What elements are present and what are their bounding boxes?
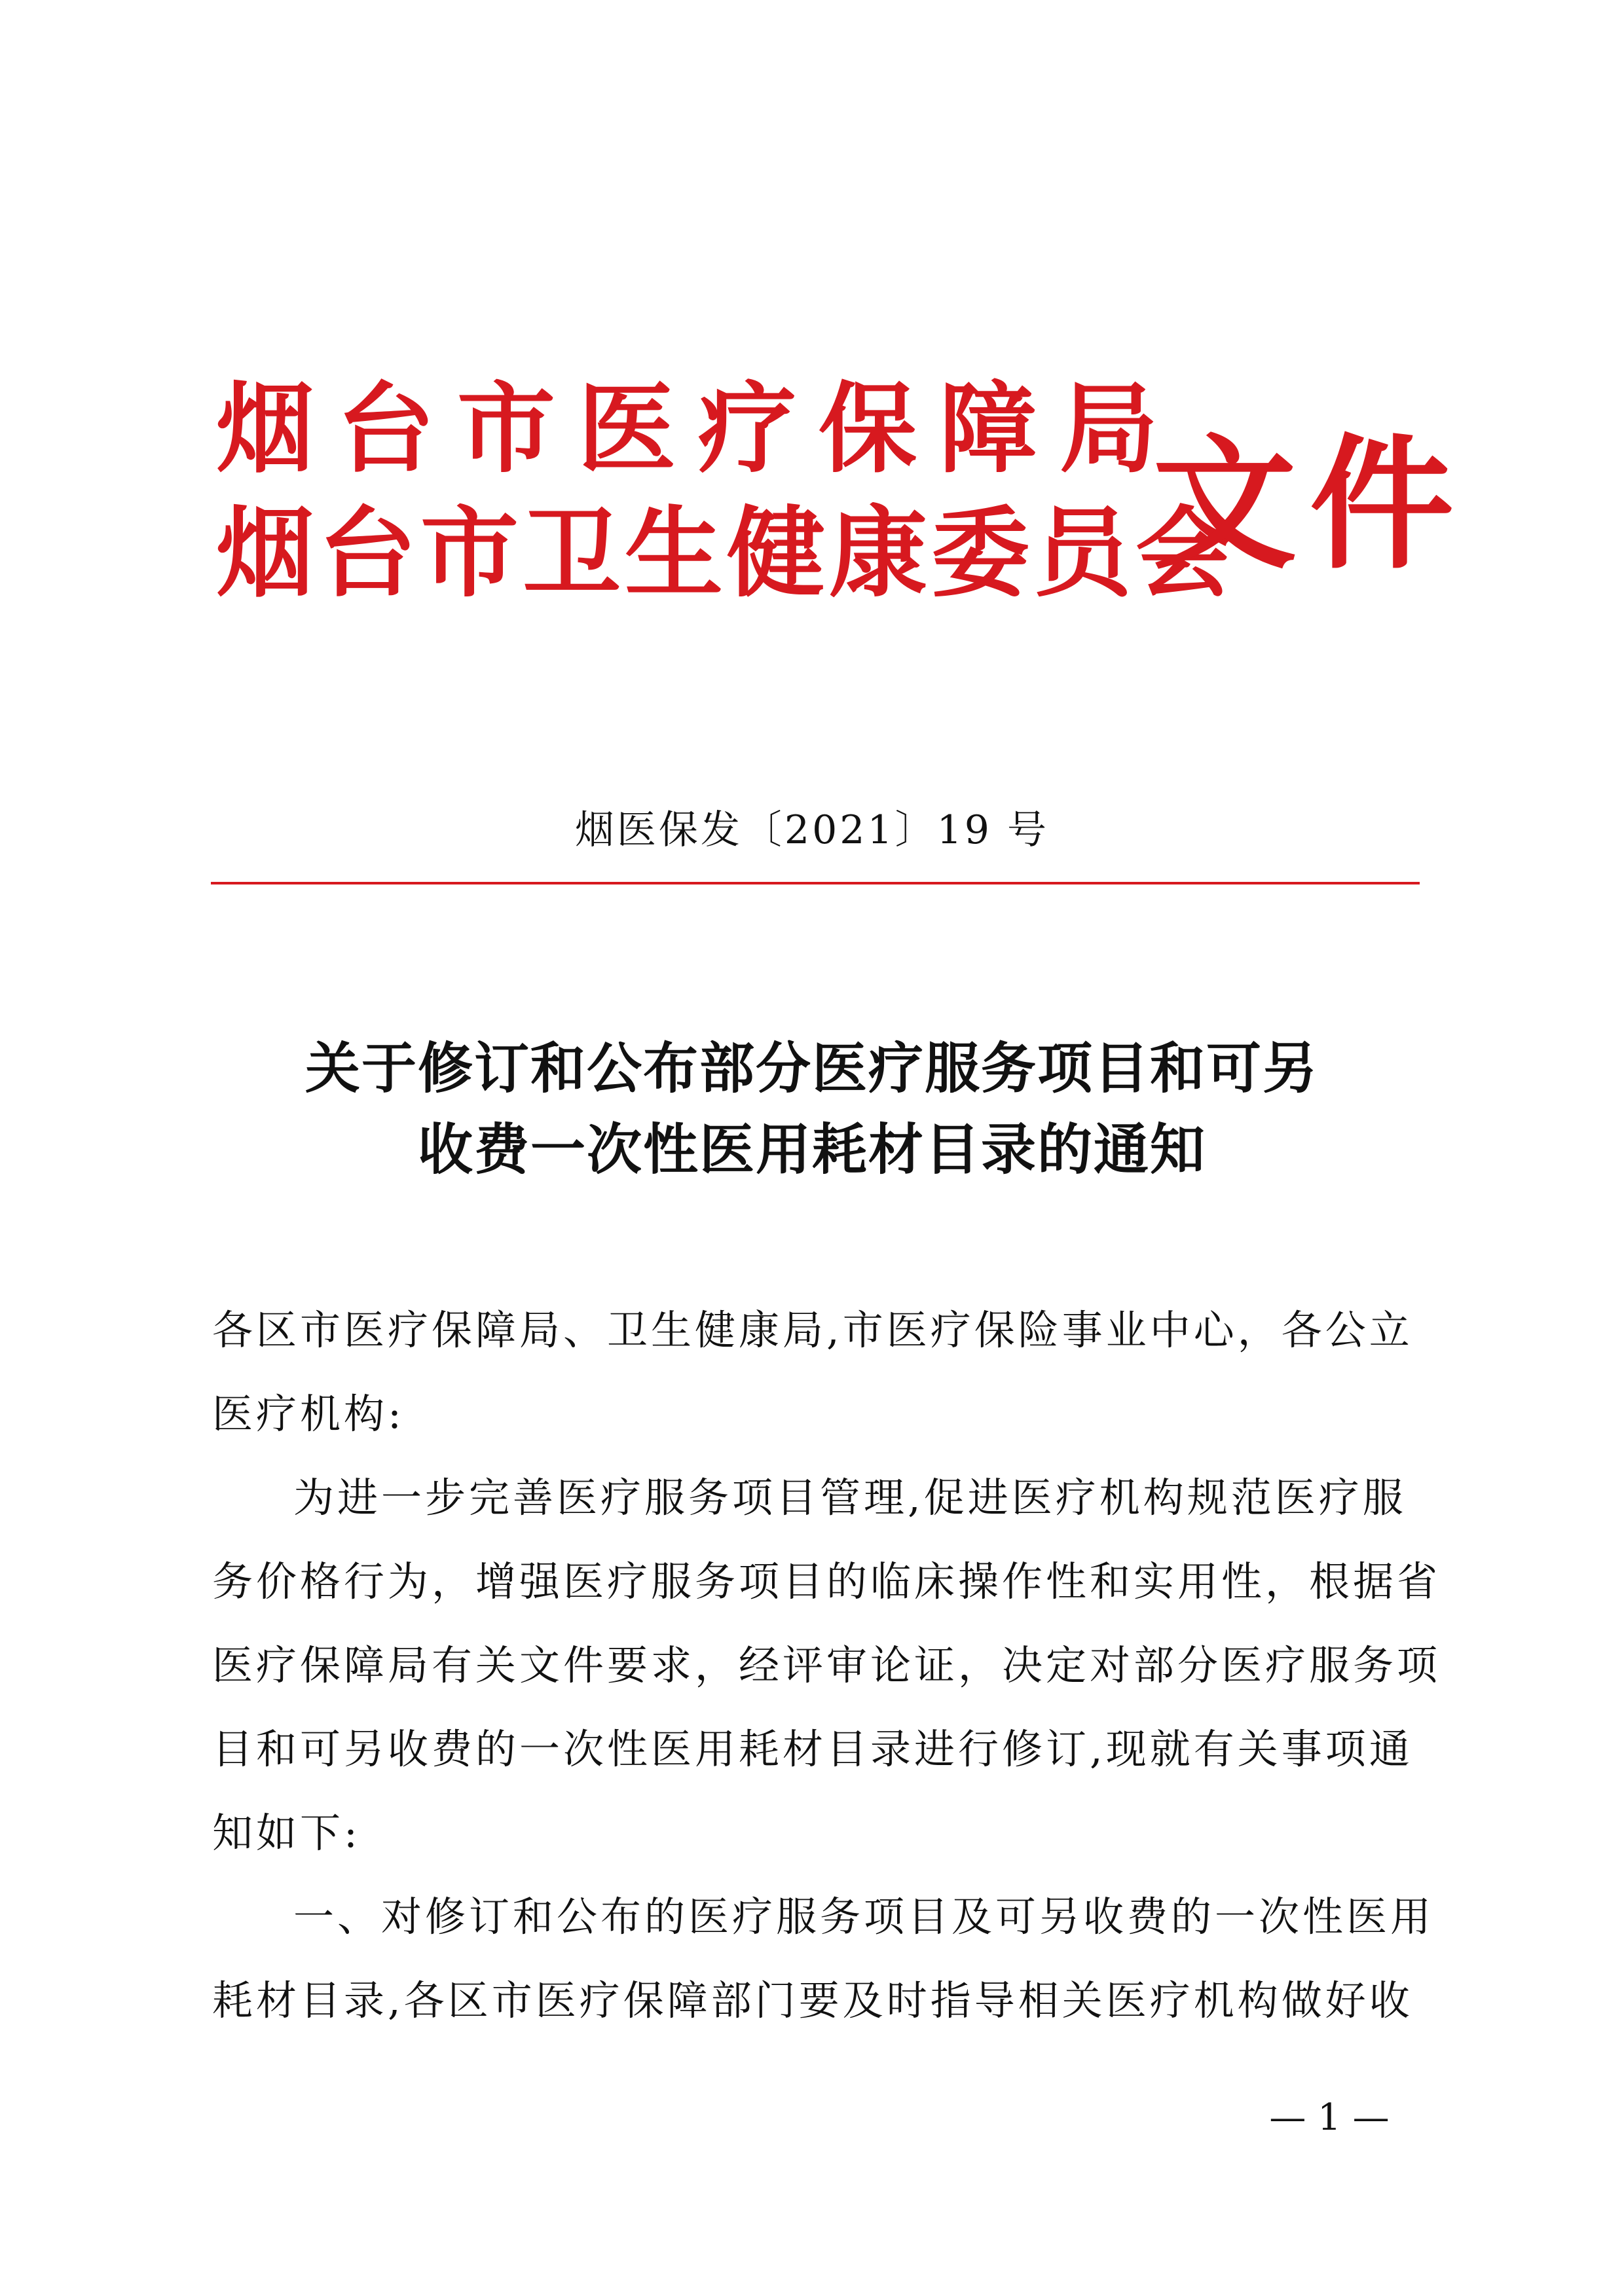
notice-body	[212, 1288, 1441, 2043]
body-line-addressees-cont: 医疗机构:	[212, 1390, 405, 1438]
issuer-line-medical-security-bureau: 烟台市医疗保障局	[216, 371, 1181, 486]
page-number: — 1 —	[1269, 2096, 1390, 2139]
body-line-addressees: 各区市医疗保障局、卫生健康局,市医疗保险事业中心，各公立	[212, 1306, 1413, 1354]
body-line-paragraph-1-cont: 医疗保障局有关文件要求，经评审论证，决定对部分医疗服务项	[212, 1641, 1441, 1689]
title-line-2: 收费一次性医用耗材目录的通知	[417, 1117, 1206, 1182]
body-line-paragraph-1-cont: 目和可另收费的一次性医用耗材目录进行修订,现就有关事项通	[212, 1725, 1413, 1773]
red-letterhead	[216, 367, 1467, 668]
notice-title	[0, 1028, 1624, 1190]
body-line-item-1: 一、对修订和公布的医疗服务项目及可另收费的一次性医用	[293, 1893, 1435, 1941]
body-line-item-1-cont: 耗材目录,各区市医疗保障部门要及时指导相关医疗机构做好收	[212, 1977, 1413, 2024]
red-divider-line	[211, 882, 1420, 884]
body-line-paragraph-1: 为进一步完善医疗服务项目管理,促进医疗机构规范医疗服	[293, 1474, 1407, 1522]
document-number: 烟医保发〔2021〕19 号	[574, 807, 1050, 853]
issuer-names	[216, 367, 1238, 615]
issuer-line-health-commission: 烟台市卫生健康委员会	[216, 496, 1238, 611]
body-line-paragraph-1-cont: 务价格行为，增强医疗服务项目的临床操作性和实用性，根据省	[212, 1558, 1441, 1605]
body-line-paragraph-1-end: 知如下:	[212, 1809, 361, 1857]
document-word: 文件	[1153, 419, 1467, 589]
title-line-1: 关于修订和公布部分医疗服务项目和可另	[304, 1036, 1319, 1101]
